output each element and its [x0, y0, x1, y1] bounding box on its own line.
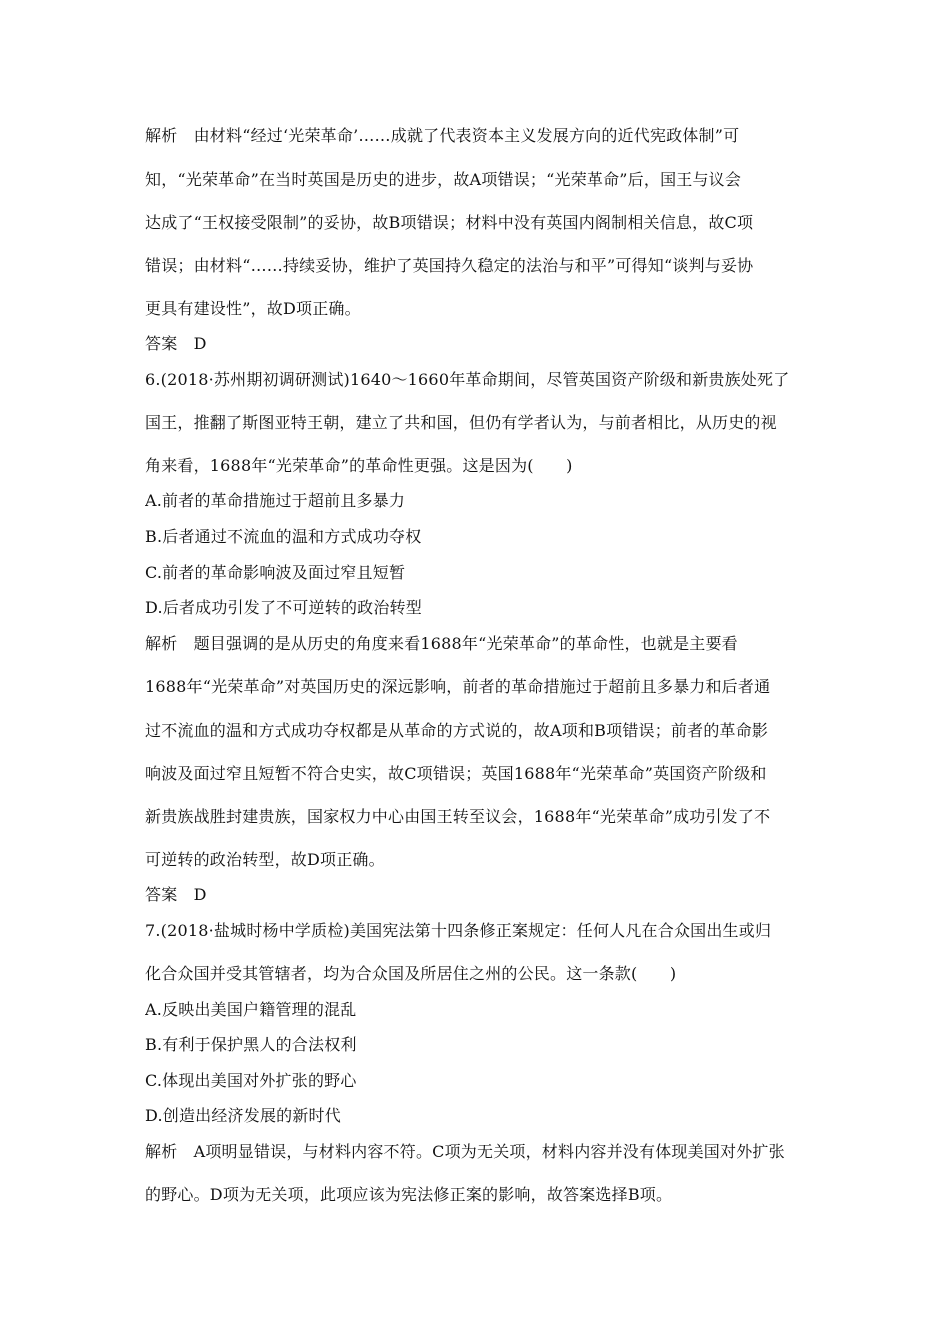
analysis-6-line-4: 响波及面过窄且短暂不符合史实，故C项错误；英国1688年“光荣革命”英国资产阶级和 [145, 764, 767, 783]
option-7d: D.创造出经济发展的新时代 [145, 1106, 341, 1125]
analysis-6-line-1: 解析 题目强调的是从历史的角度来看1688年“光荣革命”的革命性，也就是主要看 [145, 634, 738, 653]
analysis-6-line-2: 1688年“光荣革命”对英国历史的深远影响，前者的革命措施过于超前且多暴力和后者通 [145, 677, 771, 696]
answer-5: 答案 D [145, 334, 207, 353]
option-7a: A.反映出美国户籍管理的混乱 [145, 1000, 357, 1019]
analysis-5-line-5: 更具有建设性”，故D项正确。 [145, 299, 361, 318]
analysis-7-line-1: 解析 A项明显错误，与材料内容不符。C项为无关项，材料内容并没有体现美国对外扩张 [145, 1142, 785, 1161]
option-6d: D.后者成功引发了不可逆转的政治转型 [145, 598, 422, 617]
question-6-line-3: 角来看，1688年“光荣革命”的革命性更强。这是因为( ) [145, 456, 573, 475]
analysis-6-line-6: 可逆转的政治转型，故D项正确。 [145, 850, 385, 869]
analysis-5-line-2: 知，“光荣革命”在当时英国是历史的进步，故A项错误；“光荣革命”后，国王与议会 [145, 170, 742, 189]
analysis-5-line-4: 错误；由材料“……持续妥协，维护了英国持久稳定的法治与和平”可得知“谈判与妥协 [145, 256, 754, 275]
analysis-5-line-1: 解析 由材料“经过‘光荣革命’……成就了代表资本主义发展方向的近代宪政体制”可 [145, 126, 740, 145]
question-7-line-2: 化合众国并受其管辖者，均为合众国及所居住之州的公民。这一条款( ) [145, 964, 677, 983]
question-6-line-2: 国王，推翻了斯图亚特王朝，建立了共和国，但仍有学者认为，与前者相比，从历史的视 [145, 413, 777, 432]
option-6a: A.前者的革命措施过于超前且多暴力 [145, 491, 406, 510]
analysis-5-line-3: 达成了“王权接受限制”的妥协，故B项错误；材料中没有英国内阁制相关信息，故C项 [145, 213, 754, 232]
analysis-7-line-2: 的野心。D项为无关项，此项应该为宪法修正案的影响，故答案选择B项。 [145, 1185, 673, 1204]
analysis-6-line-3: 过不流血的温和方式成功夺权都是从革命的方式说的，故A项和B项错误；前者的革命影 [145, 721, 769, 740]
option-7c: C.体现出美国对外扩张的野心 [145, 1071, 357, 1090]
option-6c: C.前者的革命影响波及面过窄且短暂 [145, 563, 406, 582]
analysis-6-line-5: 新贵族战胜封建贵族，国家权力中心由国王转至议会，1688年“光荣革命”成功引发了不 [145, 807, 771, 826]
option-7b: B.有利于保护黑人的合法权利 [145, 1035, 357, 1054]
question-7-line-1: 7.(2018·盐城时杨中学质检)美国宪法第十四条修正案规定：任何人凡在合众国出生或归 [145, 921, 772, 940]
answer-6: 答案 D [145, 885, 207, 904]
question-6-line-1: 6.(2018·苏州期初调研测试)1640～1660年革命期间，尽管英国资产阶级和新贵族处死了 [145, 370, 790, 389]
option-6b: B.后者通过不流血的温和方式成功夺权 [145, 527, 422, 546]
